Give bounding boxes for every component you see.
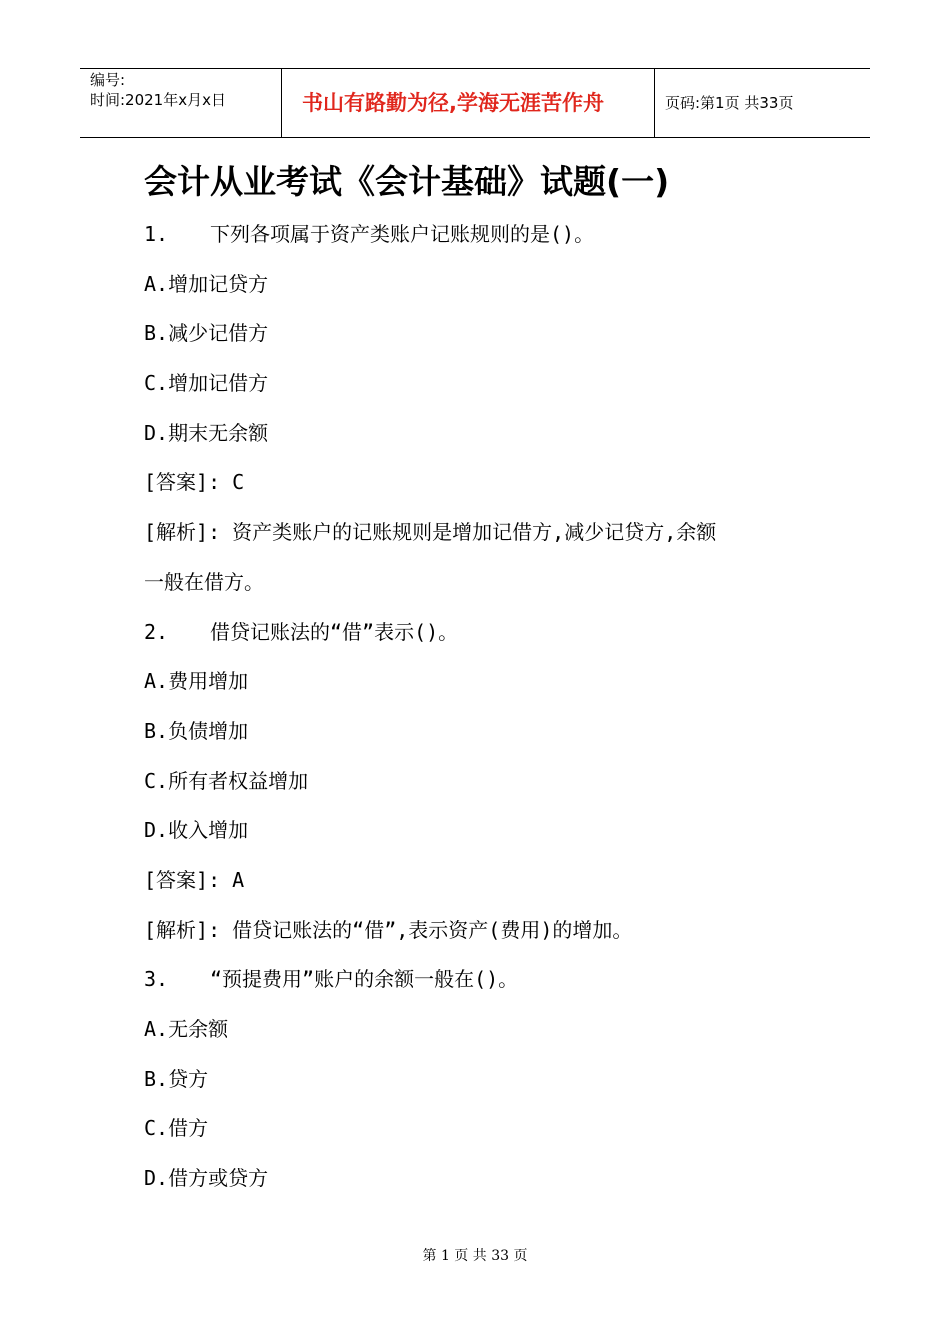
analysis-line: [解析]: 资产类账户的记账规则是增加记借方,减少记贷方,余额: [144, 520, 717, 545]
option-a: A.无余额: [144, 1017, 229, 1041]
option-d: D.收入增加: [144, 818, 249, 843]
header-meta-cell: [80, 69, 280, 137]
question-number: 1.: [144, 222, 169, 246]
option-b: B.负债增加: [144, 718, 249, 743]
document-title: 会计从业考试《会计基础》试题(一): [144, 162, 670, 201]
question-stem: [144, 955, 824, 1005]
option-b: B.贷方: [144, 1066, 209, 1091]
answer-line: [答案]: C: [144, 470, 245, 495]
option-c: C.所有者权益增加: [144, 768, 309, 793]
question-text: 下列各项属于资产类账户记账规则的是()。: [210, 222, 595, 246]
question-stem: [144, 210, 824, 260]
question-stem: [144, 608, 824, 658]
question-text: “预提费用”账户的余额一般在()。: [210, 967, 519, 992]
option-a: A.增加记贷方: [144, 271, 269, 296]
option-c: C.增加记借方: [144, 371, 269, 396]
option-c: C.借方: [144, 1116, 209, 1141]
header-page-info: 页码:第1页 共33页: [665, 94, 794, 112]
question-number: 3.: [144, 967, 169, 992]
question-number: 2.: [144, 619, 169, 644]
document-number-label: 编号:: [90, 71, 126, 89]
header-motto: 书山有路勤为径,学海无涯苦作舟: [302, 91, 604, 115]
option-a: A.费用增加: [144, 669, 249, 694]
page-footer: 第 1 页 共 33 页: [422, 1248, 528, 1264]
analysis-line: [解析]: 借贷记账法的“借”,表示资产(费用)的增加。: [144, 917, 633, 942]
header-motto-cell: [281, 69, 655, 137]
option-b: B.减少记借方: [144, 321, 269, 346]
document-date-label: 时间:2021年x月x日: [90, 91, 226, 109]
answer-line: [答案]: A: [144, 867, 245, 892]
option-d: D.期末无余额: [144, 420, 269, 445]
analysis-line-continued: 一般在借方。: [144, 569, 264, 594]
header-page-cell: [655, 69, 870, 137]
option-d: D.借方或贷方: [144, 1166, 269, 1191]
page-header: [80, 68, 870, 138]
question-text: 借贷记账法的“借”表示()。: [210, 619, 459, 644]
question-list: [144, 210, 824, 1204]
